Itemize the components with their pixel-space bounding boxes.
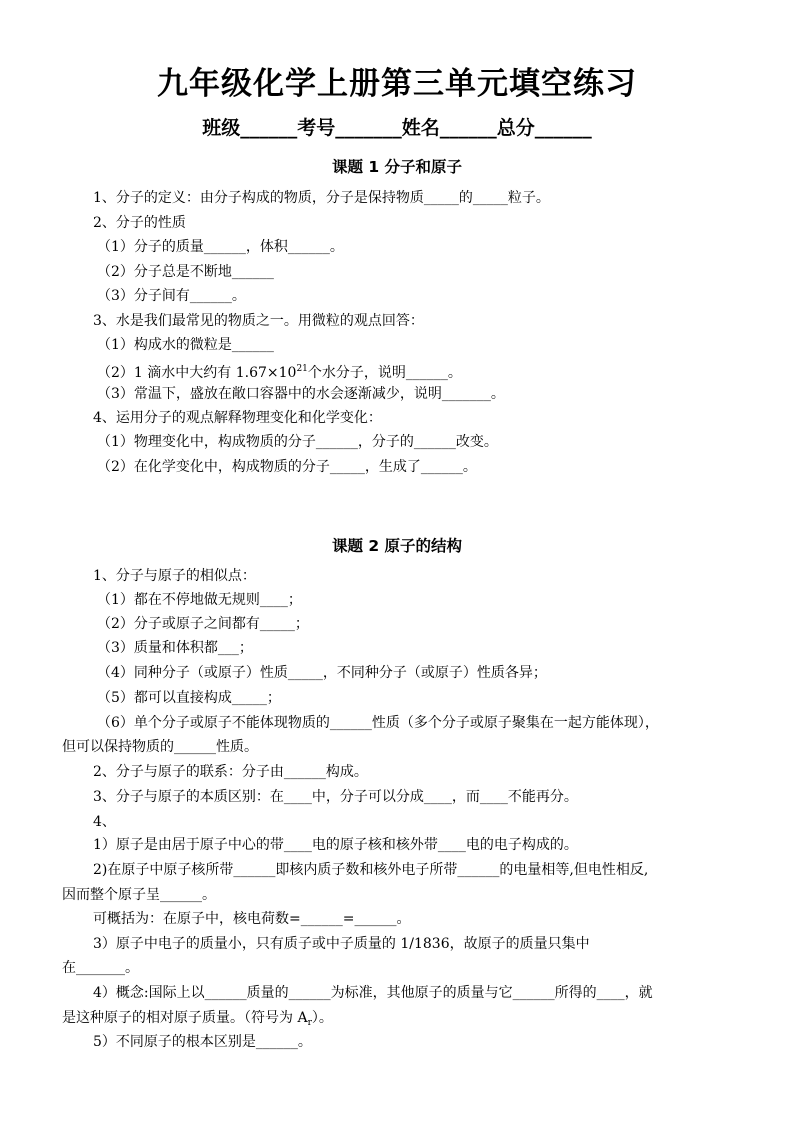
s1-line-2: 2、分子的性质 xyxy=(93,215,186,231)
s2-line-8: 但可以保持物质的______性质。 xyxy=(62,739,258,755)
s1-line-8-pre: （2）1 滴水中大约有 1.67×10 xyxy=(97,365,297,381)
s1-line-4: （2）分子总是不断地______ xyxy=(97,264,274,280)
s1-line-9: （3）常温下，盛放在敞口容器中的水会逐渐减少，说明_______。 xyxy=(97,386,505,402)
s2-line-9: 2、分子与原子的联系：分子由______构成。 xyxy=(93,764,368,780)
s1-line-1: 1、分子的定义：由分子构成的物质，分子是保持物质_____的_____粒子。 xyxy=(93,190,550,206)
s1-line-12: （2）在化学变化中，构成物质的分子_____，生成了______。 xyxy=(97,459,477,475)
page-title: 九年级化学上册第三单元填空练习 xyxy=(157,66,637,102)
s1-line-10: 4、运用分子的观点解释物理变化和化学变化： xyxy=(93,410,382,426)
s2-line-11: 4、 xyxy=(93,814,116,830)
s2-line-19-pre: 是这种原子的相对原子质量。（符号为 A xyxy=(62,1010,308,1026)
subscript: r xyxy=(307,1018,312,1028)
s1-line-6: 3、水是我们最常见的物质之一。用微粒的观点回答： xyxy=(93,313,424,329)
s2-line-16: 3）原子中电子的质量小，只有质子或中子质量的 1/1836，故原子的质量只集中 xyxy=(93,936,590,952)
s2-line-13: 2)在原子中原子核所带______即核内质子数和核外电子所带______的电量相等,但电性相反, xyxy=(93,862,649,878)
s2-line-20: 5）不同原子的根本区别是______。 xyxy=(93,1034,312,1050)
s2-line-17: 在_______。 xyxy=(62,960,139,976)
s2-line-1: 1、分子与原子的相似点： xyxy=(93,568,256,584)
section2-heading: 课题 2 原子的结构 xyxy=(331,537,463,555)
s1-line-8 xyxy=(97,360,462,382)
s1-line-11: （1）物理变化中，构成物质的分子______，分子的______改变。 xyxy=(97,434,498,450)
s2-line-19-post: ）。 xyxy=(311,1010,333,1026)
s1-line-3: （1）分子的质量______，体积______。 xyxy=(97,239,344,255)
s2-line-19 xyxy=(62,1009,333,1032)
s2-line-4: （3）质量和体积都___； xyxy=(97,640,253,656)
s1-line-8-post: 个水分子，说明______。 xyxy=(307,365,462,381)
s2-line-15: 可概括为：在原子中，核电荷数=______=______。 xyxy=(93,911,411,927)
s1-line-5: （3）分子间有______。 xyxy=(97,288,246,304)
s2-line-6: （5）都可以直接构成_____； xyxy=(97,690,281,706)
s2-line-2: （1）都在不停地做无规则____； xyxy=(97,592,302,608)
s2-line-18: 4）概念:国际上以______质量的______为标准，其他原子的质量与它______所得的____，就 xyxy=(93,985,653,1001)
student-info-line: 班级______考号_______姓名______总分______ xyxy=(202,117,592,139)
s2-line-5: （4）同种分子（或原子）性质_____，不同种分子（或原子）性质各异； xyxy=(97,665,547,681)
section1-heading: 课题 1 分子和原子 xyxy=(331,158,463,176)
exponent: 21 xyxy=(296,364,308,374)
s2-line-3: （2）分子或原子之间都有_____； xyxy=(97,616,309,632)
s2-line-12: 1）原子是由居于原子中心的带____电的原子核和核外带____电的电子构成的。 xyxy=(93,837,578,853)
s1-line-7: （1）构成水的微粒是______ xyxy=(97,337,274,353)
s2-line-7: （6）单个分子或原子不能体现物质的______性质（多个分子或原子聚集在一起方能体现）， xyxy=(97,715,659,731)
s2-line-10: 3、分子与原子的本质区别：在____中，分子可以分成____，而____不能再分。 xyxy=(93,789,578,805)
s2-line-14: 因而整个原子呈______。 xyxy=(62,887,216,903)
